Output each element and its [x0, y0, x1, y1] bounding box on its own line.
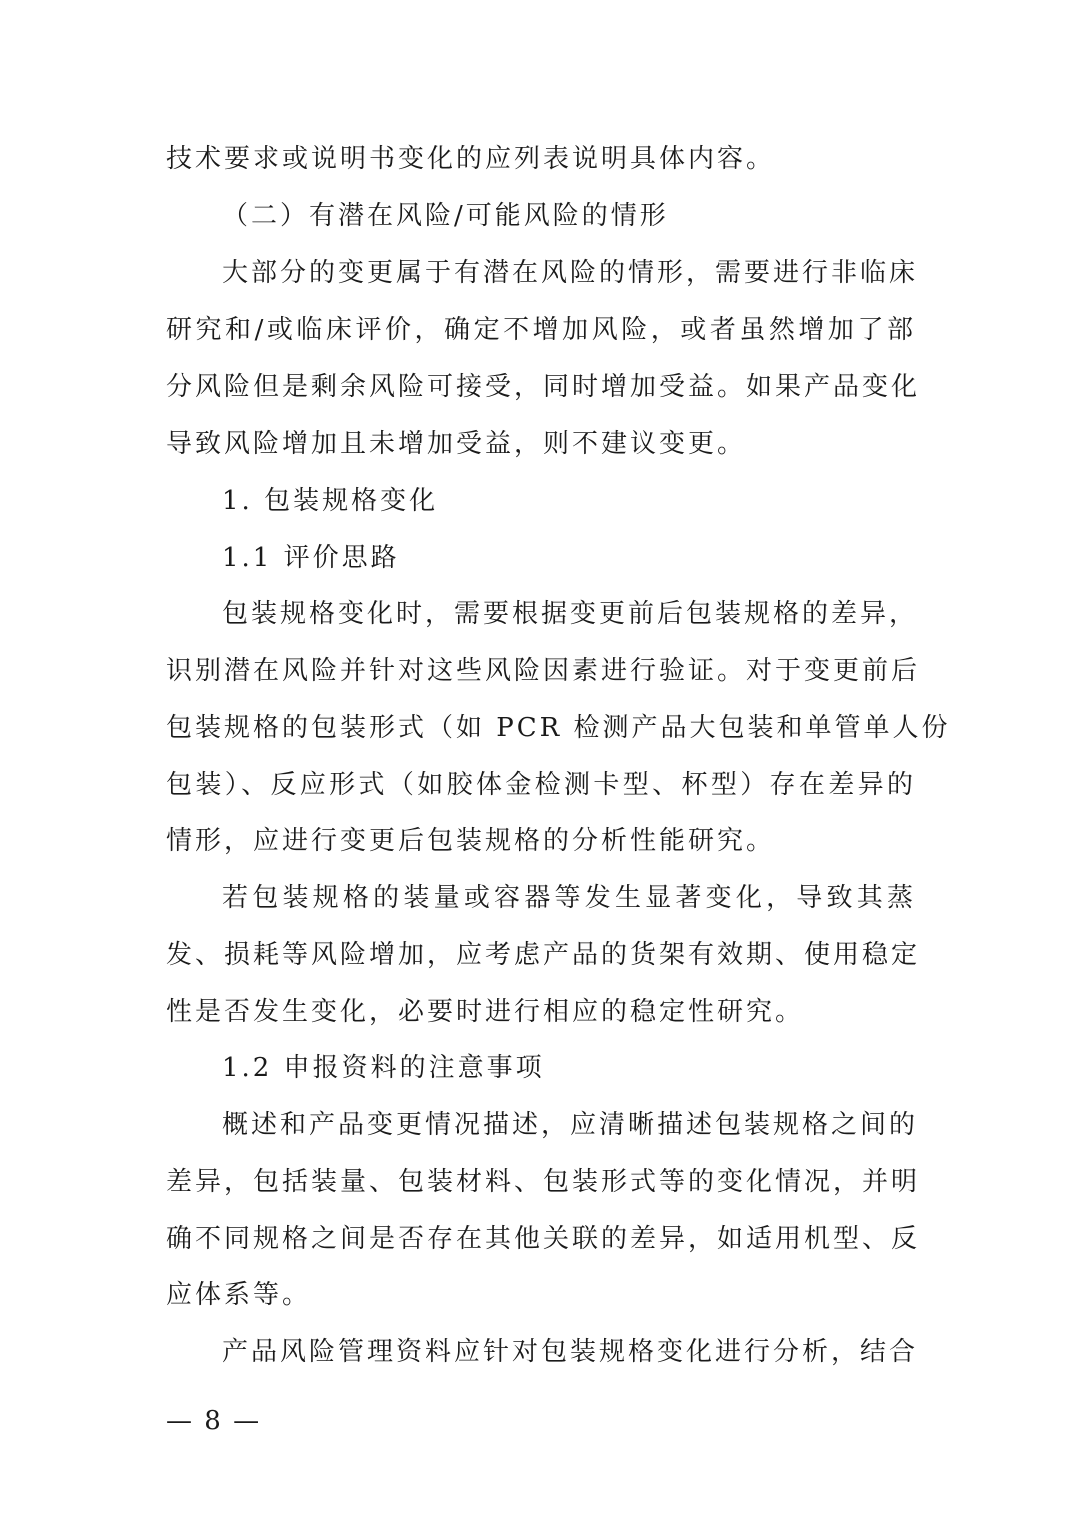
text-line-9: 包装规格变化时，需要根据变更前后包装规格的差异，	[222, 599, 919, 629]
text-line-19: 差异，包括装量、包装材料、包装形式等的变化情况，并明	[166, 1167, 921, 1197]
subheading-1: 1. 包装规格变化	[222, 486, 439, 516]
text-line-22: 产品风险管理资料应针对包装规格变化进行分析，结合	[222, 1337, 919, 1367]
text-line-3: 大部分的变更属于有潜在风险的情形，需要进行非临床	[222, 258, 919, 288]
text-line-13: 情形，应进行变更后包装规格的分析性能研究。	[166, 826, 776, 856]
text-line-11: 包装规格的包装形式（如 PCR 检测产品大包装和单管单人份	[166, 713, 951, 743]
text-line-10: 识别潜在风险并针对这些风险因素进行验证。对于变更前后	[166, 656, 921, 686]
section-heading-2: （二）有潜在风险/可能风险的情形	[222, 201, 669, 231]
text-line-5: 分风险但是剩余风险可接受，同时增加受益。如果产品变化	[166, 372, 921, 402]
text-line-14: 若包装规格的装量或容器等发生显著变化，导致其蒸	[222, 883, 916, 913]
text-line-20: 确不同规格之间是否存在其他关联的差异，如适用机型、反	[166, 1224, 921, 1254]
text-line-21: 应体系等。	[166, 1280, 312, 1310]
text-line-4: 研究和/或临床评价，确定不增加风险，或者虽然增加了部	[166, 315, 916, 345]
text-line-15: 发、损耗等风险增加，应考虑产品的货架有效期、使用稳定	[166, 940, 921, 970]
text-line-12: 包装）、反应形式（如胶体金检测卡型、杯型）存在差异的	[166, 770, 916, 800]
text-line-18: 概述和产品变更情况描述，应清晰描述包装规格之间的	[222, 1110, 919, 1140]
subheading-1-2: 1.2 申报资料的注意事项	[222, 1053, 545, 1083]
text-line-16: 性是否发生变化，必要时进行相应的稳定性研究。	[166, 997, 805, 1027]
page-number: — 8 —	[166, 1406, 262, 1436]
text-line-1: 技术要求或说明书变化的应列表说明具体内容。	[166, 144, 776, 174]
text-line-6: 导致风险增加且未增加受益，则不建议变更。	[166, 429, 747, 459]
subheading-1-1: 1.1 评价思路	[222, 543, 400, 573]
